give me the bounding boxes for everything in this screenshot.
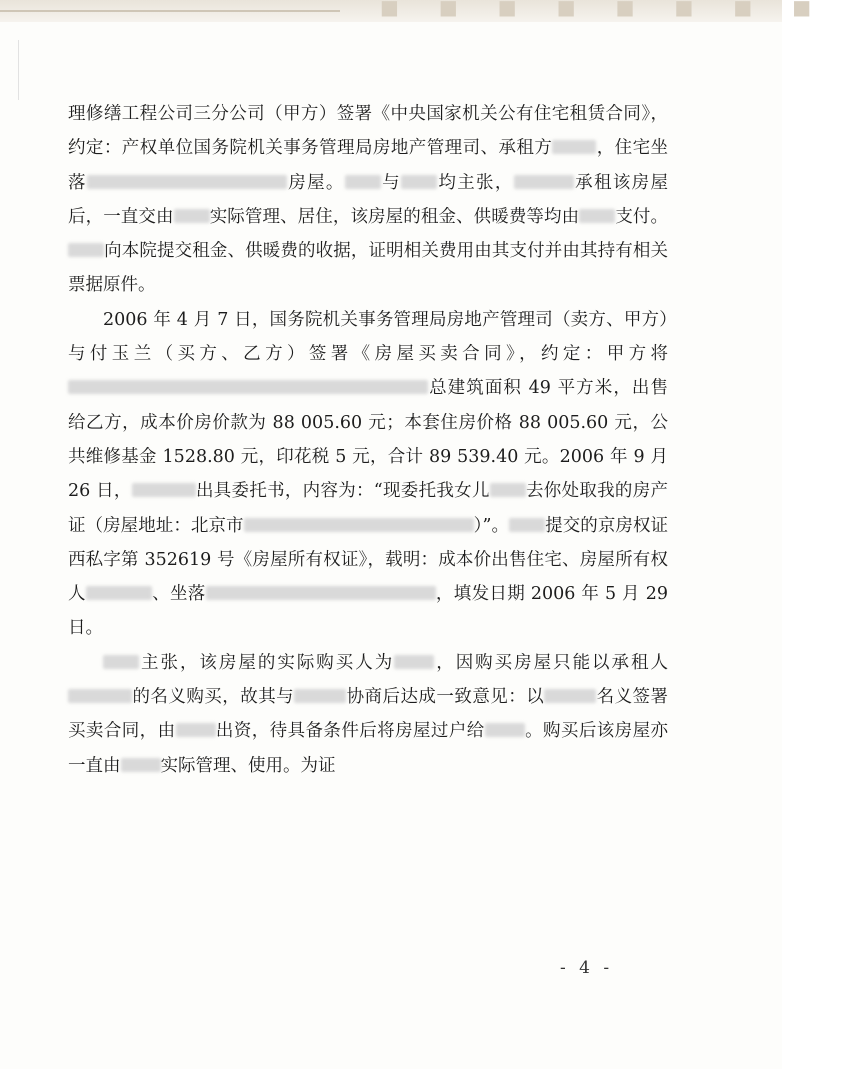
redaction-block [401,175,437,189]
judgment-body-text [68,97,668,783]
redaction-block [509,518,545,532]
redaction-block [514,175,574,189]
text-segment: ）”。 [473,515,510,536]
text-segment: 。购买后该房屋亦一直由 [68,721,669,776]
redaction-block [121,758,161,772]
redaction-block [544,689,596,703]
page-number: - 4 - [560,958,614,978]
redaction-block [68,380,428,394]
paragraph-p2 [68,303,668,646]
text-segment: 2006 年 4 月 7 日，国务院机关事务管理局房地产管理司（卖方、甲方）与付玉兰（买方、乙方）签署《房屋买卖合同》，约定：甲方将 [68,309,668,365]
paragraph-p3 [68,646,668,783]
text-segment: 支付。 [615,206,669,227]
text-segment: 承租该房屋后，一直交由 [68,172,669,227]
text-segment: 提交的京房权证西私字第 352619 号《房屋所有权证》，载明：成本价出售住宅、房屋所有权人 [68,515,669,605]
text-segment: 房屋。 [286,172,345,193]
text-segment: 的名义购买，故其与 [132,687,295,708]
redaction-block [485,723,525,737]
redaction-block [552,140,596,154]
text-segment: 向本院提交租金、供暖费的收据，证明相关费用由其支付并由其持有相关票据原件。 [68,241,668,296]
redaction-block [294,689,346,703]
text-segment: 与 [380,172,401,193]
text-segment: 实际管理、居住，该房屋的租金、供暖费等均由 [209,206,580,227]
text-segment: 、坐落 [151,584,206,605]
paragraph-p1 [68,97,668,303]
text-segment: 协商后达成一致意见：以 [346,687,545,708]
redaction-block [103,655,139,669]
redaction-block [244,518,474,532]
text-segment: 理修缮工程公司三分公司（甲方）签署《中央国家机关公有住宅租赁合同》，约定：产权单位国务院机关事务管理局房地产管理司、承租方 [68,104,668,159]
text-segment: ，住宅坐落 [68,138,669,193]
scan-page-edge [18,40,19,100]
text-segment: 名义签署买卖合同，由 [68,687,669,742]
redaction-block [206,586,436,600]
seal-fragment: ■■■■■■■■ [380,0,851,19]
scan-top-rule [0,10,340,12]
redaction-block [87,175,287,189]
redaction-block [68,689,132,703]
redaction-block [490,483,526,497]
redaction-block [176,723,216,737]
text-segment: 实际管理、使用。为证 [160,755,336,776]
text-segment: 总建筑面积 49 平方米，出售给乙方，成本价房价款为 88 005.60 元；本套住房价格 88 005.60 元，公共维修基金 1528.80 元，印花税 5 元，合计 89 539.40 元。2006 年 9 月 26 日， [68,378,668,502]
redaction-block [86,586,152,600]
text-segment: 去你处取我的房产证（房屋地址：北京市 [68,481,668,536]
redaction-block [394,655,434,669]
text-segment: 出具委托书，内容为：“现委托我女儿 [195,481,490,502]
text-segment: 出资，待具备条件后将房屋过户给 [215,721,485,742]
redaction-block [174,209,210,223]
redaction-block [579,209,615,223]
text-segment: ，填发日期 2006 年 5 月 29 日。 [68,584,669,639]
redaction-block [345,175,381,189]
redaction-block [68,243,104,257]
redaction-block [132,483,196,497]
text-segment: 均主张， [437,172,514,193]
text-segment: ，因购买房屋只能以承租人 [434,652,669,673]
text-segment: 主张，该房屋的实际购买人为 [139,652,395,673]
